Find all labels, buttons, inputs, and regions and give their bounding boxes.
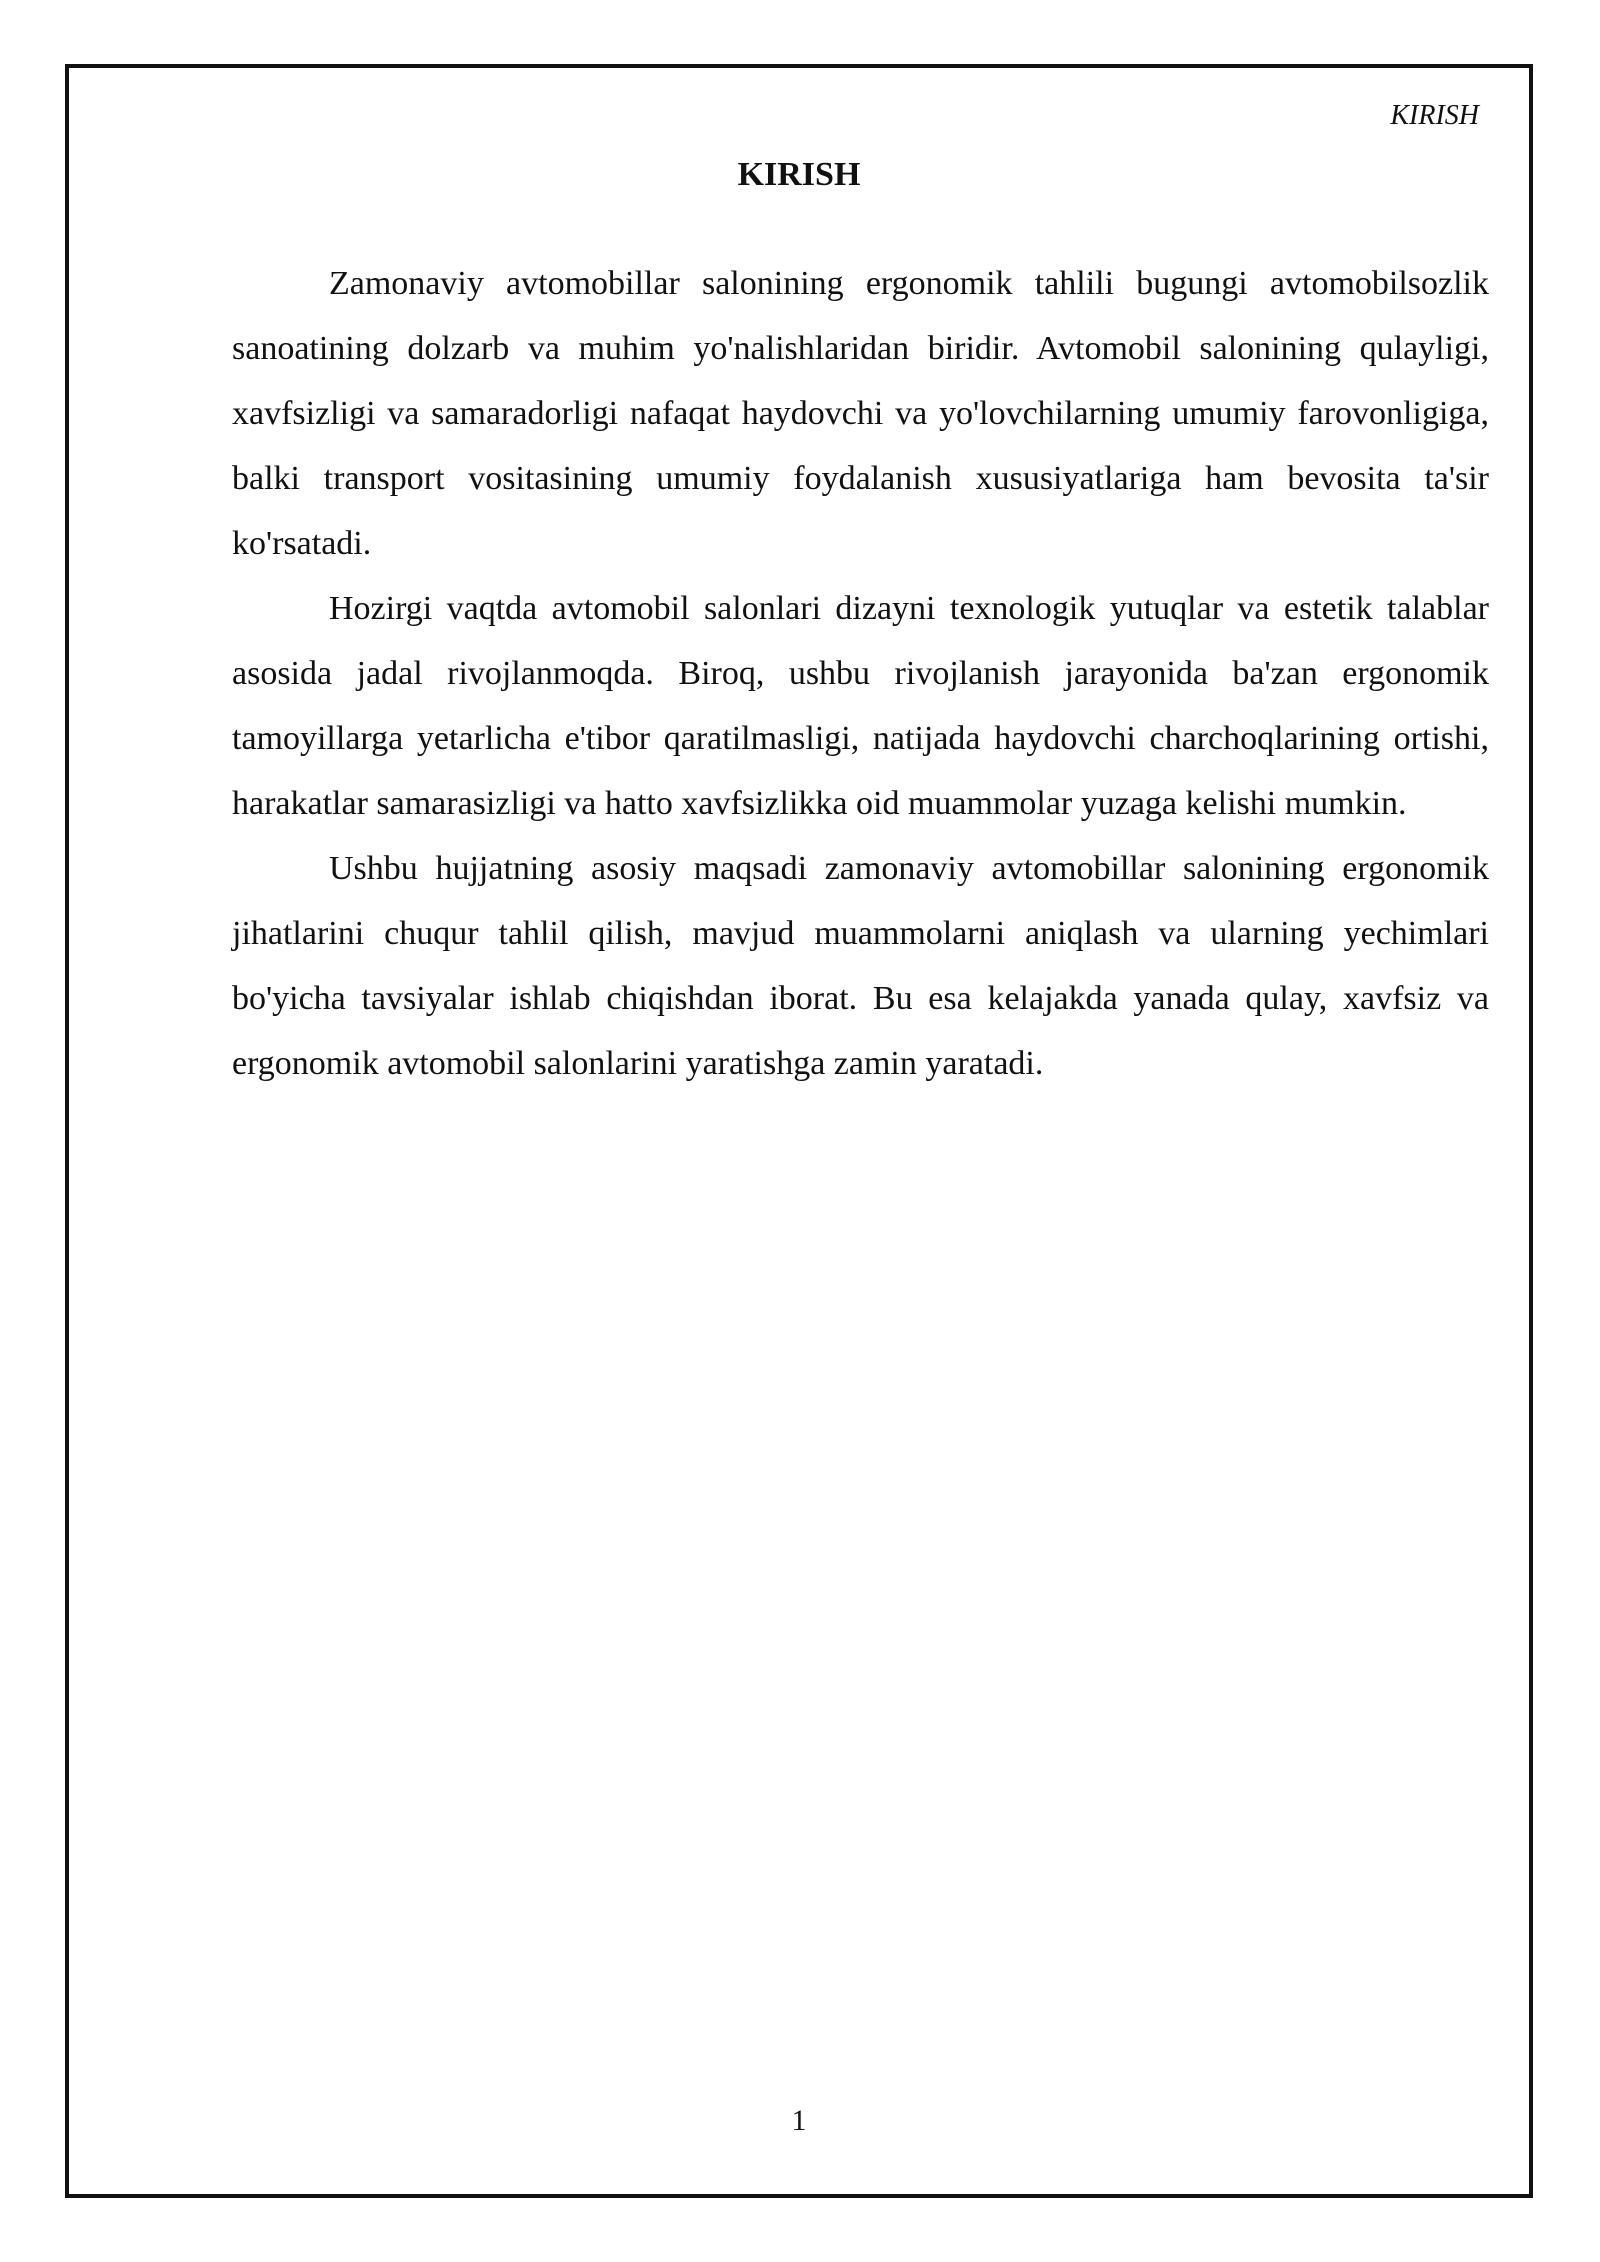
page-number: 1 <box>791 2104 807 2137</box>
page-frame <box>65 64 1533 2198</box>
running-header: KIRISH <box>1390 100 1479 131</box>
paragraph-3: Ushbu hujjatning asosiy maqsadi zamonaviy avtomobillar salonining ergonomik jihatlarini chuqur tahlil qilish, mavjud muammolarni aniqlash va ularning yechimlari bo'yicha tavsiyalar ishlab chiqishdan iborat. Bu esa kelajakda yanada qulay, xavfsiz va ergonomik avtomobil salonlarini yaratishga zamin yaratadi. <box>232 850 1489 1082</box>
body-text <box>232 251 1489 1096</box>
section-title: KIRISH <box>737 156 861 193</box>
paragraph-2: Hozirgi vaqtda avtomobil salonlari dizayni texnologik yutuqlar va estetik talablar asosida jadal rivojlanmoqda. Biroq, ushbu rivojlanish jarayonida ba'zan ergonomik tamoyillarga yetarlicha e'tibor qaratilmasligi, natijada haydovchi charchoqlarining ortishi, harakatlar samarasizligi va hatto xavfsizlikka oid muammolar yuzaga kelishi mumkin. <box>232 590 1489 822</box>
paragraph-1: Zamonaviy avtomobillar salonining ergonomik tahlili bugungi avtomobilsozlik sanoatining dolzarb va muhim yo'nalishlaridan biridir. Avtomobil salonining qulayligi, xavfsizligi va samaradorligi nafaqat haydovchi va yo'lovchilarning umumiy farovonligiga, balki transport vositasining umumiy foydalanish xususiyatlariga ham bevosita ta'sir ko'rsatadi. <box>232 265 1489 562</box>
